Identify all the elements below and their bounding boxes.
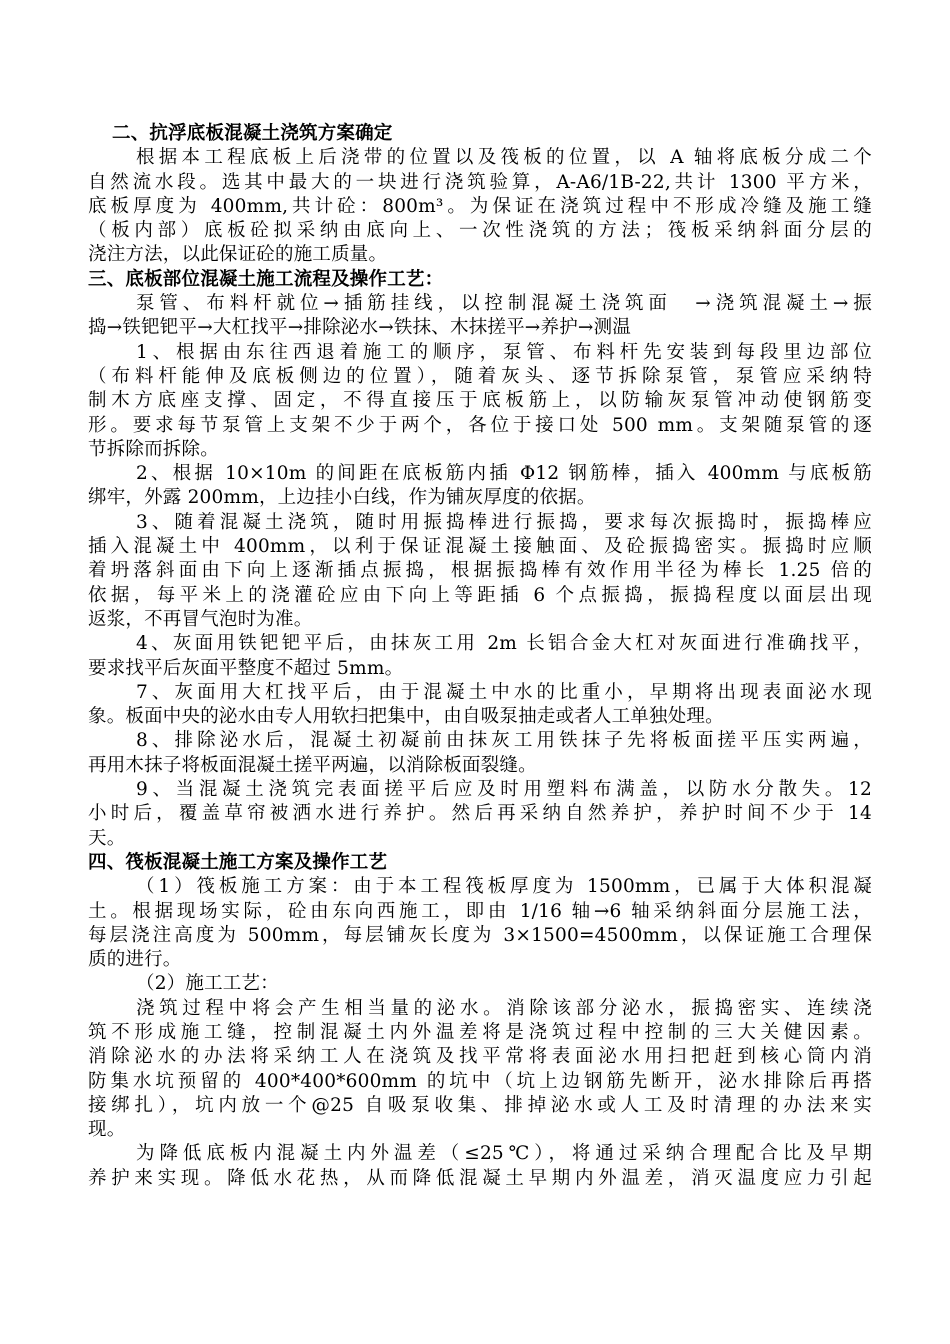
text-line: 要求找平后灰面平整度不超过 5mm。 — [88, 657, 404, 679]
text-line: 为降低底板内混凝土内外温差（≤25℃），将通过采纳合理配合比及早期 — [136, 1143, 872, 1165]
text-line: 形。要求每节泵管上支架不少于两个，各位于接口处 500 mm。支架随泵管的逐 — [88, 414, 872, 436]
text-line: （2）施工工艺： — [136, 973, 279, 995]
text-line: （板内部）底板砼拟采纳由底向上、一次性浇筑的方法；筏板采纳斜面分层的 — [88, 220, 872, 242]
text-line: 土。根据现场实际，砼由东向西施工，即由 1/16 轴→6 轴采纳斜面分层施工法， — [88, 900, 872, 922]
text-line: （布料杆能伸及底板侧边的位置），随着灰头、逐节拆除泵管，泵管应采纳特 — [88, 365, 872, 387]
text-line: 节拆除而拆除。 — [88, 438, 219, 460]
text-line: 7、灰面用大杠找平后，由于混凝土中水的比重小，早期将出现表面泌水现 — [136, 681, 872, 703]
text-line: 绑牢，外露 200mm，上边挂小白线，作为铺灰厚度的依据。 — [88, 487, 596, 509]
text-line: 捣→铁钯钯平→大杠找平→排除泌水→铁抹、木抹搓平→养护→测温 — [88, 317, 632, 339]
text-line: 再用木抹子将板面混凝土搓平两遍，以消除板面裂缝。 — [88, 754, 537, 776]
text-line: 养护来实现。降低水花热，从而降低混凝土早期内外温差，消灭温度应力引起 — [88, 1167, 872, 1189]
text-line: 浇注方法，以此保证砼的施工质量。 — [88, 244, 388, 266]
text-line: 小时后，覆盖草帘被洒水进行养护。然后再采纳自然养护，养护时间不少于 14 — [88, 803, 872, 825]
text-line: 8、排除泌水后，混凝土初凝前由抹灰工用铁抹子先将板面搓平压实两遍， — [136, 730, 872, 752]
text-line: 泵管、布料杆就位→插筋挂线，以控制混凝土浇筑面 →浇筑混凝土→振 — [136, 293, 872, 315]
text-line: 自然流水段。选其中最大的一块进行浇筑验算，A-A6/1B-22,共计 1300 平方米， — [88, 171, 872, 193]
text-line: 根据本工程底板上后浇带的位置以及筏板的位置，以 A 轴将底板分成二个 — [136, 147, 872, 169]
text-line: 浇筑过程中将会产生相当量的泌水。消除该部分泌水，振捣密实、连续浇 — [136, 997, 872, 1019]
text-line: 9、当混凝土浇筑完表面搓平后应及时用塑料布满盖，以防水分散失。12 — [136, 779, 872, 801]
text-line: 1、根据由东往西退着施工的顺序，泵管、布料杆先安装到每段里边部位 — [136, 341, 872, 363]
section-heading: 三、底板部位混凝土施工流程及操作工艺： — [88, 268, 444, 290]
text-line: 接绑扎），坑内放一个@25 自吸泵收集、排掉泌水或人工及时清理的办法来实 — [88, 1094, 872, 1116]
text-line: 返浆，不再冒气泡时为准。 — [88, 608, 313, 630]
section-heading: 四、筏板混凝土施工方案及操作工艺 — [88, 851, 388, 873]
text-line: 依据，每平米上的浇灌砼应由下向上等距插 6 个点振捣，振捣程度以面层出现 — [88, 584, 872, 606]
text-line: 4、灰面用铁钯钯平后，由抹灰工用 2m 长铝合金大杠对灰面进行准确找平， — [136, 633, 872, 655]
text-line: 制木方底座支撑、固定，不得直接压于底板筋上，以防输灰泵管冲动使钢筋变 — [88, 390, 872, 412]
text-line: 3、随着混凝土浇筑，随时用振捣棒进行振捣，要求每次振捣时，振捣棒应 — [136, 511, 872, 533]
text-line: 现。 — [88, 1119, 126, 1141]
text-line: 插入混凝土中 400mm，以利于保证混凝土接触面、及砼振捣密实。振捣时应顺 — [88, 536, 872, 558]
text-line: 着坍落斜面由下向上逐渐插点振捣，根据振捣棒有效作用半径为棒长 1.25 倍的 — [88, 560, 872, 582]
text-line: 质的进行。 — [88, 949, 182, 971]
text-line: 天。 — [88, 827, 126, 849]
text-line: 消除泌水的办法将采纳工人在浇筑及找平常将表面泌水用扫把赶到核心筒内消 — [88, 1046, 872, 1068]
text-line: 防集水坑预留的 400*400*600mm 的坑中（坑上边钢筋先断开，泌水排除后再搭 — [88, 1070, 872, 1092]
document-page — [88, 122, 872, 1191]
text-line: 象。板面中央的泌水由专人用软扫把集中，由自吸泵抽走或者人工单独处理。 — [88, 706, 724, 728]
text-line: 筑不形成施工缝，控制混凝土内外温差将是浇筑过程中控制的三大关健因素。 — [88, 1021, 872, 1043]
text-line: 底板厚度为 400mm,共计砼：800m³。为保证在浇筑过程中不形成冷缝及施工缝 — [88, 195, 872, 217]
section-heading: 二、抗浮底板混凝土浇筑方案确定 — [112, 123, 393, 144]
text-line: 每层浇注高度为 500mm，每层铺灰长度为 3×1500=4500mm，以保证施工合理保 — [88, 924, 872, 946]
text-line: （1）筏板施工方案：由于本工程筏板厚度为 1500mm，已属于大体积混凝 — [136, 876, 872, 898]
text-line: 2、根据 10×10m 的间距在底板筋内插 Φ12 钢筋棒，插入 400mm 与底板筋 — [136, 463, 872, 485]
